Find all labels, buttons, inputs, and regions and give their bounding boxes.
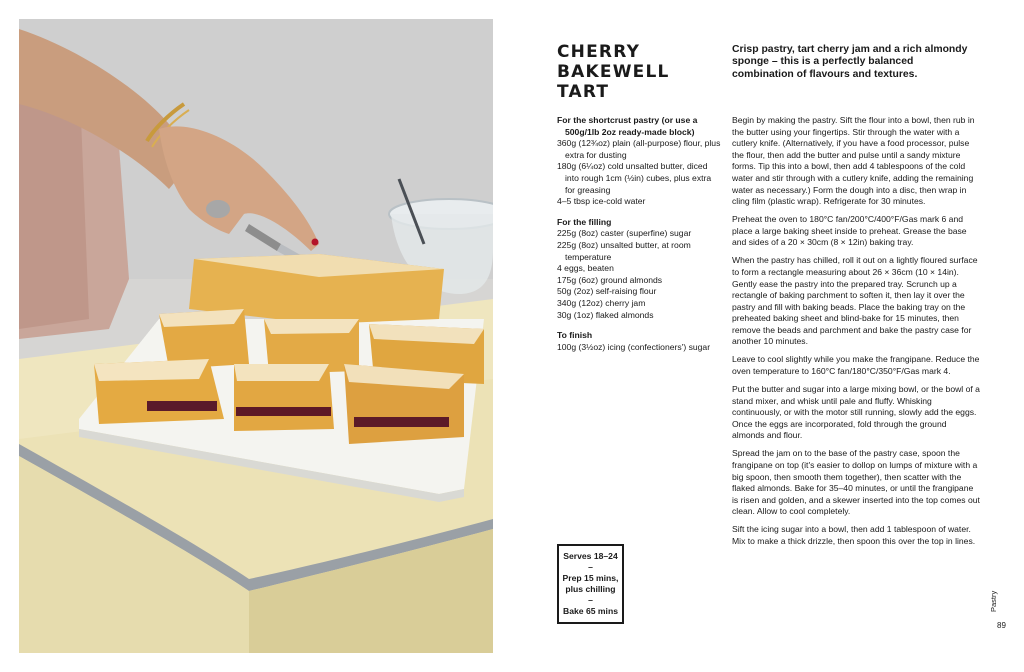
ingredient-item: 50g (2oz) self-raising flour [557,286,657,297]
ingredient-item: 225g (8oz) caster (superfine) sugar [557,228,692,239]
ingredient-item: 175g (6oz) ground almonds [557,274,663,285]
prep-time-text: Prep 15 mins, plus chilling [562,573,619,594]
info-separator: – [588,562,593,572]
ingredient-item: 340g (12oz) cherry jam [557,297,646,308]
method-step: Spread the jam on to the base of the pastry case, spoon the frangipane on top (it's easier to dollop on lumps of mixture with a big spoon, then smooth them together), then scatter with the flaked almonds. Bake for 35–40 minutes, or until the frangipane is risen and golden, and a skewer inserted into the top comes out clean. Allow to cool completely. [732,448,980,517]
method-step: When the pastry has chilled, roll it out on a lightly floured surface to form a rectangle measuring about 26 × 36cm (10 × 14in). Gently ease the pastry into the prepared tray. Scrunch up a rectangle of baking parchment to soften it, then lay it over the pastry and fill with baking beads. Place the baking tray on the preheated baking sheet and blind-bake for 15 minutes, then remove the beads and parchment and bake the pastry case for another 10 minutes. [732,255,978,347]
bake-time-text: Bake 65 mins [563,606,618,616]
ingredient-group-filling [557,217,722,321]
section-label: Pastry [989,590,998,612]
recipe-title-line-1: CHERRY [557,42,641,62]
page-number: 89 [997,621,1006,630]
ingredients-list [557,115,722,362]
method-step: Preheat the oven to 180°C fan/200°C/400°F/Gas mark 6 and place a large baking sheet inside to preheat. Grease the base and sides of a 20 × 30cm (8 × 12in) baking tray. [732,214,967,248]
recipe-photo [19,19,493,653]
ingredient-heading: To finish [557,330,593,341]
recipe-info-box [557,544,624,624]
ingredient-item: 30g (1oz) flaked almonds [557,309,654,320]
ingredient-item: 225g (8oz) unsalted butter, at room temperature [557,239,691,262]
method-step: Sift the icing sugar into a bowl, then add 1 tablespoon of water. Mix to make a thick drizzle, then spoon this over the top in lines. [732,524,976,546]
method-step: Begin by making the pastry. Sift the flour into a bowl, then rub in the butter using your fingertips. Stir through the water with a cutlery knife. (Alternatively, if you have a food processor, pulse the flour, then add the butter and pulse until a sandy mixture forms. Tip this into a bowl, then add 4 tablespoons of the cold water and stir through with a cutlery knife, adding the remaining water as necessary.) Form the dough into a disc, then wrap in cling film (plastic wrap). Refrigerate for 30 minutes. [732,115,975,207]
method-steps [732,115,980,554]
ingredient-heading: For the filling [557,216,612,227]
recipe-title [557,42,727,102]
info-separator: – [588,595,593,605]
ingredient-item: 4 eggs, beaten [557,263,614,274]
method-step: Leave to cool slightly while you make the frangipane. Reduce the oven temperature to 160°C fan/180°C/350°F/Gas mark 4. [732,354,980,377]
serves-text: Serves 18–24 [563,551,618,561]
ingredient-item: 180g (6¼oz) cold unsalted butter, diced into rough 1cm (½in) cubes, plus extra for greasing [557,161,712,195]
method-step: Put the butter and sugar into a large mixing bowl, or the bowl of a stand mixer, and whisk until pale and fluffy. Whisking continuously, or with the motor still running, slowly add the eggs. Once the eggs are incorporated, fold through the ground almonds and flour. [732,384,980,441]
ingredient-item: 360g (12¾oz) plain (all-purpose) flour, plus extra for dusting [557,138,721,160]
ingredient-group-finish [557,330,722,353]
recipe-intro: Crisp pastry, tart cherry jam and a rich almondy sponge – this is a perfectly balanced combination of flavours and textures. [732,44,968,80]
ingredient-item: 4–5 tbsp ice-cold water [557,196,646,207]
ingredient-heading: For the shortcrust pastry (or use a 500g/1lb 2oz ready-made block) [557,115,698,137]
recipe-title-line-2: BAKEWELL TART [557,62,670,102]
ingredient-item: 100g (3½oz) icing (confectioners') sugar [557,341,711,352]
ingredient-group-pastry [557,115,722,208]
